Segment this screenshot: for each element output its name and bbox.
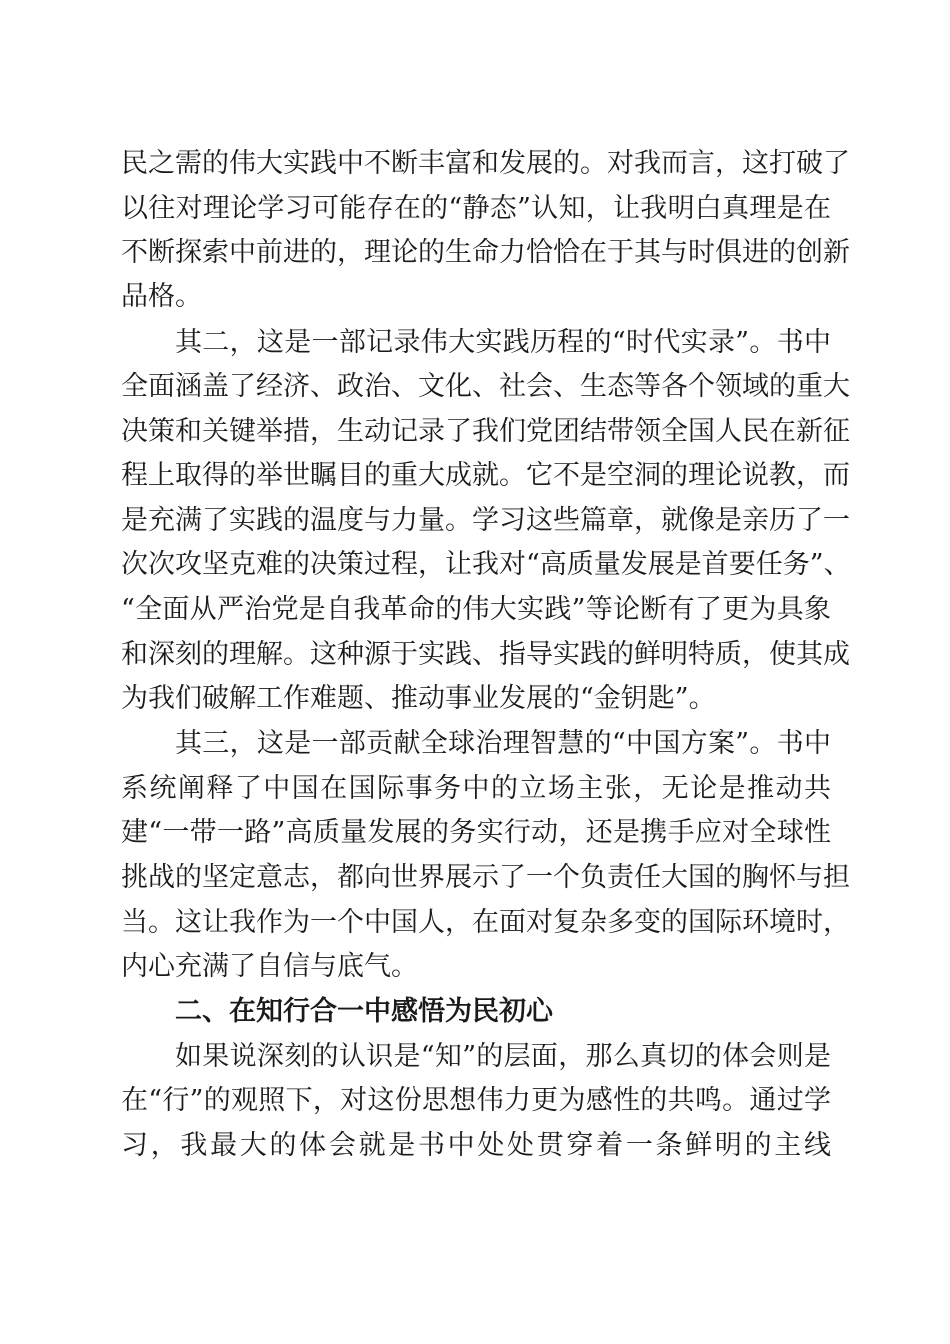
text-line: 是充满了实践的温度与力量。学习这些篇章，就像是亲历了一 [121, 505, 850, 536]
text-line: 其三，这是一部贡献全球治理智慧的“中国方案”。书中 [175, 728, 831, 759]
text-line: 挑战的坚定意志，都向世界展示了一个负责任大国的胸怀与担 [121, 862, 850, 893]
text-line: 决策和关键举措，生动记录了我们党团结带领全国人民在新征 [121, 416, 850, 447]
text-line: 为我们破解工作难题、推动事业发展的“金钥匙”。 [121, 683, 716, 714]
text-line: 习，我最大的体会就是书中处处贯穿着一条鲜明的主线 [121, 1130, 831, 1161]
text-line: 内心充满了自信与底气。 [121, 951, 418, 982]
section-heading: 二、在知行合一中感悟为民初心 [175, 996, 553, 1027]
text-line: 品格。 [121, 281, 202, 312]
text-line: 民之需的伟大实践中不断丰富和发展的。对我而言，这打破了 [121, 148, 850, 179]
text-line: 不断探索中前进的，理论的生命力恰恰在于其与时俱进的创新 [121, 237, 850, 268]
text-line: 如果说深刻的认识是“知”的层面，那么真切的体会则是 [175, 1041, 831, 1072]
text-line: 在“行”的观照下，对这份思想伟力更为感性的共鸣。通过学 [121, 1085, 831, 1116]
text-line: 建“一带一路”高质量发展的务实行动，还是携手应对全球性 [121, 817, 831, 848]
text-line: 系统阐释了中国在国际事务中的立场主张，无论是推动共 [121, 773, 831, 804]
text-line: 以往对理论学习可能存在的“静态”认知，让我明白真理是在 [121, 193, 831, 224]
text-line: 全面涵盖了经济、政治、文化、社会、生态等各个领域的重大 [121, 371, 850, 402]
text-line: 当。这让我作为一个中国人，在面对复杂多变的国际环境时， [121, 907, 850, 938]
text-line: “全面从严治党是自我革命的伟大实践”等论断有了更为具象 [121, 594, 831, 625]
text-line: 次次攻坚克难的决策过程，让我对“高质量发展是首要任务”、 [121, 549, 851, 580]
text-line: 程上取得的举世瞩目的重大成就。它不是空洞的理论说教，而 [121, 460, 850, 491]
text-line: 和深刻的理解。这种源于实践、指导实践的鲜明特质，使其成 [121, 639, 850, 670]
text-line: 其二，这是一部记录伟大实践历程的“时代实录”。书中 [175, 327, 831, 358]
